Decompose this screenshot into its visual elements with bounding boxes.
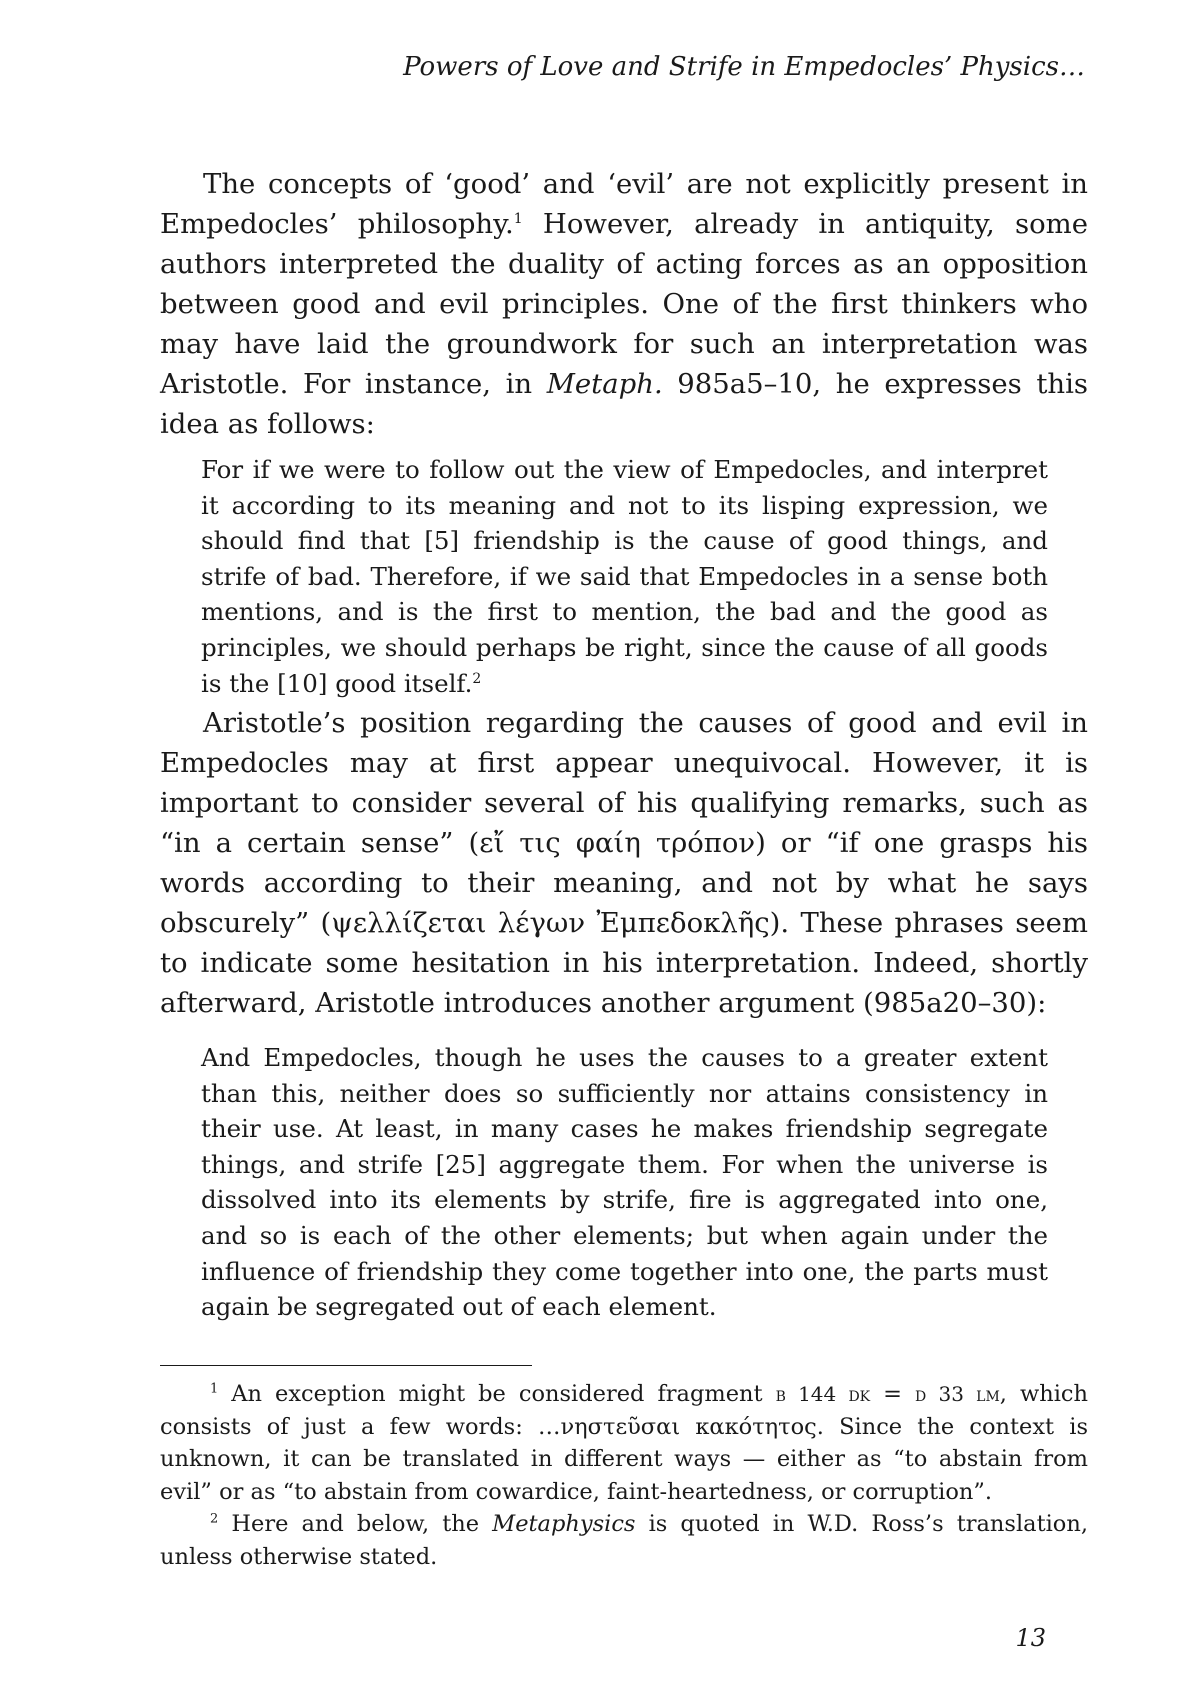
footnotes: [160, 1378, 1088, 1573]
citation-metaph: Metaph.: [546, 368, 663, 400]
footnote-divider: [160, 1365, 532, 1366]
paragraph-2: [160, 703, 1088, 1023]
footnote-1-ref-lm: d 33 lm: [915, 1382, 1000, 1406]
quote-1-text: For if we were to follow out the view of Empedocles, and interpret it according to its meaning and not to its lisping expression, we should find that [5] friendship is the cause of good things, and strife of bad. Therefore, if we said that Empedocles in a sense both mentions, and is the first to mention, the bad and the good as principles, we should perhaps be right, since the cause of all goods is the [10] good itself.: [201, 455, 1048, 698]
paragraph-1-text-a: The concepts of ‘good’ and ‘evil’ are not explicitly present in Empedocles’ philosophy.: [160, 168, 1088, 240]
footnote-1-ref-dk: b 144 dk: [775, 1382, 871, 1406]
footnote-ref-1[interactable]: 1: [513, 210, 523, 227]
block-quote-1: [201, 452, 1048, 701]
footnote-2-text-b: is quoted in W.D. Ross’s translation, unless otherwise stated.: [160, 1511, 1088, 1570]
footnote-1-text-a: An exception might be considered fragment: [231, 1381, 776, 1407]
running-head: Powers of Love and Strife in Empedocles’ Physics…: [403, 52, 1085, 82]
footnote-2: [160, 1508, 1088, 1573]
footnote-2-number: 2: [210, 1511, 219, 1527]
paragraph-2-text: Aristotle’s position regarding the causes of good and evil in Empedocles may at first appear unequivocal. However, it is important to consider several of his qualifying remarks, such as “in a certain sense” (εἴ τις φαίη τρόπον) or “if one grasps his words according to their meaning, and not by what he says obscurely” (ψελλίζεται λέγων Ἐμπεδοκλῆς). These phrases seem to indicate some hesitation in his interpretation. Indeed, shortly afterward, Aristotle introduces another argument (985a20–30):: [160, 707, 1088, 1019]
paragraph-1-text-c: 985a5–10, he expresses this idea as follows:: [160, 368, 1089, 440]
footnote-1: [160, 1378, 1088, 1508]
paragraph-1: [160, 164, 1088, 444]
footnote-2-text-a: Here and below, the: [231, 1511, 493, 1537]
footnote-2-italic: Metaphysics: [492, 1511, 636, 1537]
footnote-1-equals: =: [870, 1381, 916, 1407]
footnote-1-number: 1: [210, 1381, 219, 1397]
page-number: 13: [1015, 1624, 1046, 1652]
block-quote-2: [201, 1040, 1048, 1325]
quote-2-text: And Empedocles, though he uses the causes to a greater extent than this, neither does so sufficiently nor attains consistency in their use. At least, in many cases he makes friendship segregate things, and strife [25] aggregate them. For when the universe is dissolved into its elements by strife, fire is aggregated into one, and so is each of the other elements; but when again under the influence of friendship they come together into one, the parts must again be segregated out of each element.: [201, 1043, 1048, 1322]
footnote-ref-2[interactable]: 2: [472, 670, 482, 687]
paragraph-1-text-b: However, already in antiquity, some authors interpreted the duality of acting forces as an opposition between good and evil principles. One of the first thinkers who may have laid the groundwork for such an interpretation was Aristotle. For instance, in: [160, 208, 1088, 400]
footnote-1-text-b: , which consists of just a few words: …νηστεῦσαι κακότητος. Since the context is unknown, it can be translated in different ways — either as “to abstain from evil” or as “to abstain from cowardice, faint-heartedness, or corruption”.: [160, 1381, 1088, 1505]
